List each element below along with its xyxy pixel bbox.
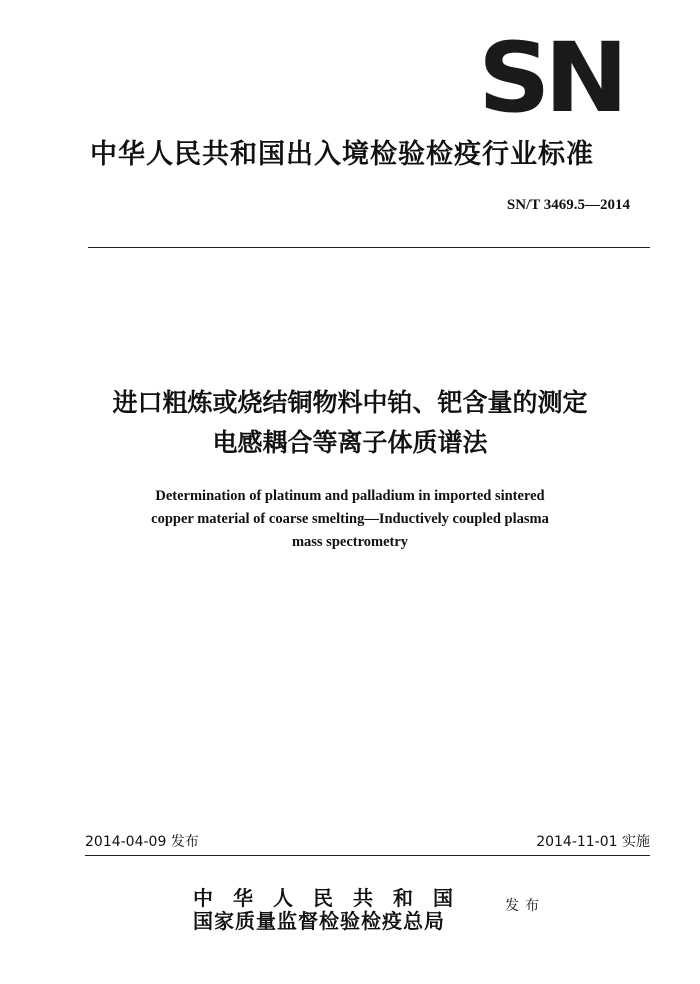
chinese-title-line-2: 电感耦合等离子体质谱法	[212, 428, 488, 457]
english-title-line-3: mass spectrometry	[291, 534, 409, 550]
issuer-line-1: 中华人民共和国	[193, 886, 473, 910]
bottom-divider	[85, 855, 650, 856]
issue-date: 2014-04-09 发布	[85, 834, 199, 850]
english-title-line-2: copper material of coarse smelting—Inductively coupled plasma	[151, 511, 549, 527]
org-title: 中华人民共和国出入境检验检疫行业标准	[90, 139, 594, 170]
english-title-line-1: Determination of platinum and palladium in imported sintered	[155, 488, 545, 504]
standard-number: SN/T 3469.5—2014	[506, 197, 630, 213]
top-divider	[88, 247, 650, 248]
sn-logo: SN	[478, 22, 623, 134]
english-title	[100, 485, 600, 554]
release-label: 发布	[505, 898, 545, 914]
chinese-title	[60, 383, 640, 463]
chinese-title-line-1: 进口粗炼或烧结铜物料中铂、钯含量的测定	[112, 388, 588, 417]
implementation-date: 2014-11-01 实施	[536, 834, 650, 850]
issuer-line-2: 国家质量监督检验检疫总局	[193, 909, 445, 933]
